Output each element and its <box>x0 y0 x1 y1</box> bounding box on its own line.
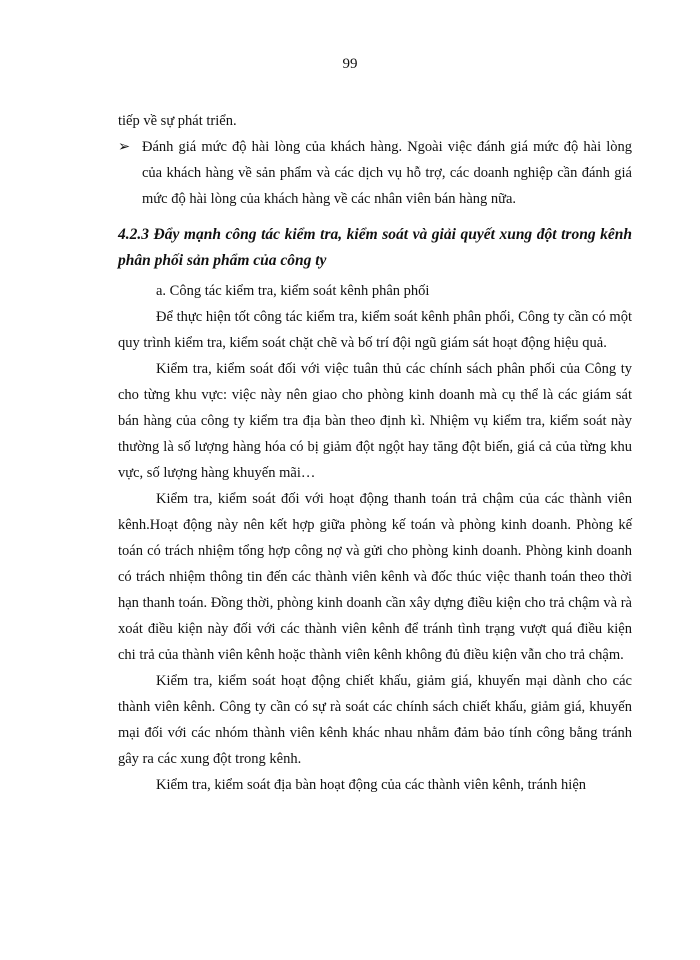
paragraph-5: Kiểm tra, kiểm soát địa bàn hoạt động của các thành viên kênh, tránh hiện <box>156 777 587 793</box>
arrow-bullet-icon: ➢ <box>118 139 131 155</box>
continuation-text: tiếp về sự phát triển. <box>118 113 237 129</box>
subsection-heading: a. Công tác kiểm tra, kiểm soát kênh phân phối <box>156 283 430 299</box>
section-heading: 4.2.3 Đẩy mạnh công tác kiểm tra, kiểm soát và giải quyết xung đột trong kênh phân phối sản phẩm của công ty <box>118 226 632 269</box>
paragraph-3: Kiểm tra, kiểm soát đối với hoạt động thanh toán trả chậm của các thành viên kênh.Hoạt động này nên kết hợp giữa phòng kế toán và phòng kinh doanh. Phòng kế toán có trách nhiệm tổng hợp công nợ và gửi cho phòng kinh doanh. Phòng kinh doanh có trách nhiệm thông tin đến các thành viên kênh và đốc thúc việc thanh toán theo thời hạn thanh toán. Đồng thời, phòng kinh doanh cần xây dựng điều kiện cho trả chậm và rà xoát điều kiện này đối với các thành viên kênh để tránh tình trạng vượt quá điều kiện chi trả của thành viên kênh hoặc thành viên kênh không đủ điều kiện vẫn cho trả chậm. <box>118 491 632 663</box>
paragraph-2: Kiểm tra, kiểm soát đối với việc tuân thủ các chính sách phân phối của Công ty cho từng khu vực: việc này nên giao cho phòng kinh doanh mà cụ thể là các giám sát bán hàng của công ty kiểm tra địa bàn theo định kì. Nhiệm vụ kiểm tra, kiểm soát này thường là số lượng hàng hóa có bị giảm đột ngột hay tăng đột biến, giá cả của từng khu vực, số lượng hàng khuyến mãi… <box>118 361 632 481</box>
page-content <box>118 108 632 798</box>
bullet-text: Đánh giá mức độ hài lòng của khách hàng. Ngoài việc đánh giá mức độ hài lòng của khách hàng về sản phẩm và các dịch vụ hỗ trợ, các doanh nghiệp cần đánh giá mức độ hài lòng của khách hàng về các nhân viên bán hàng nữa. <box>142 139 632 207</box>
bullet-item <box>118 134 632 212</box>
page-number: 99 <box>342 56 358 72</box>
paragraph-1: Để thực hiện tốt công tác kiểm tra, kiểm soát kênh phân phối, Công ty cần có một quy trình kiểm tra, kiểm soát chặt chẽ và bố trí đội ngũ giám sát hoạt động hiệu quả. <box>118 309 632 351</box>
paragraph-4: Kiểm tra, kiểm soát hoạt động chiết khấu, giảm giá, khuyến mại dành cho các thành viên kênh. Công ty cần có sự rà soát các chính sách chiết khấu, giảm giá, khuyến mại đối với các nhóm thành viên kênh khác nhau nhằm đảm bảo tính công bằng tránh gây ra các xung đột trong kênh. <box>118 673 632 767</box>
